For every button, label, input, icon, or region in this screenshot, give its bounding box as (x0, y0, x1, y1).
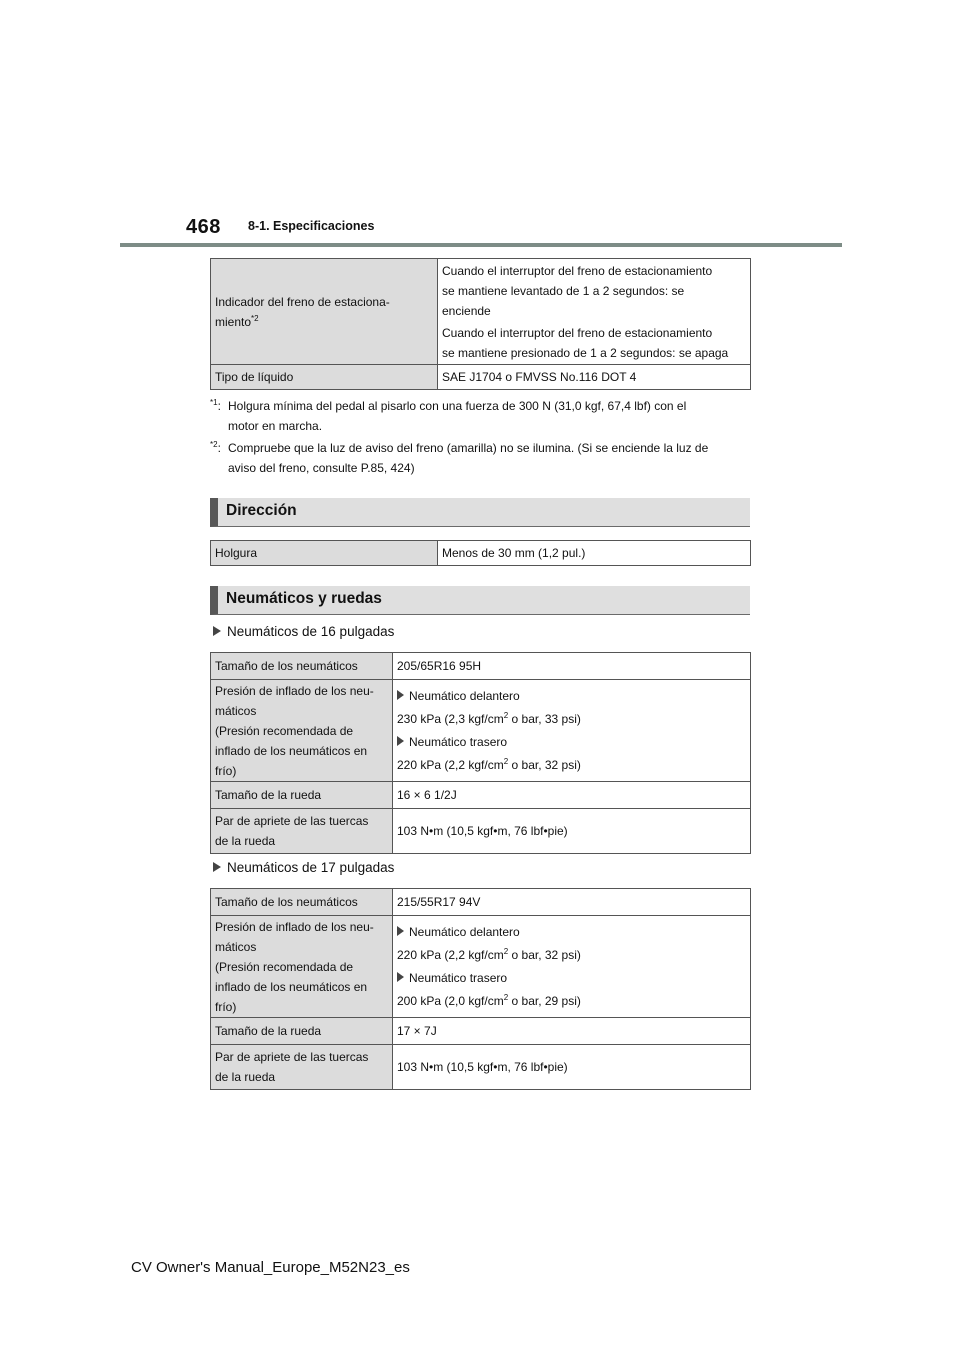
fluid-type-value: SAE J1704 o FMVSS No.116 DOT 4 (438, 365, 751, 390)
tire-size-label: Tamaño de los neumáticos (211, 653, 393, 680)
lug-nut-torque-value: 103 N•m (10,5 kgf•m, 76 lbf•pie) (393, 1045, 751, 1090)
tires-heading: Neumáticos y ruedas (210, 586, 750, 615)
free-play-label: Holgura (211, 541, 438, 566)
tire-pressure-label: Presión de inflado de los neu- máticos (Presión recomendada de inflado de los neumáticos en frío) (211, 916, 393, 1018)
tire-size-value: 205/65R16 95H (393, 653, 751, 680)
wheel-size-value: 17 × 7J (393, 1018, 751, 1045)
tires-17-table (210, 888, 751, 1090)
tires-17-subheading: Neumáticos de 17 pulgadas (213, 860, 394, 875)
tires-16-table (210, 652, 751, 854)
header-rule (120, 243, 842, 247)
table-row (211, 1018, 751, 1045)
triangle-bullet-icon (397, 972, 404, 982)
table-row (211, 1045, 751, 1090)
triangle-bullet-icon (397, 736, 404, 746)
table-row (211, 541, 751, 566)
triangle-bullet-icon (397, 690, 404, 700)
section-title: 8-1. Especificaciones (248, 219, 375, 233)
table-row (211, 782, 751, 809)
wheel-size-label: Tamaño de la rueda (211, 1018, 393, 1045)
brake-spec-table (210, 258, 751, 390)
footer-manual-id: CV Owner's Manual_Europe_M52N23_es (131, 1259, 410, 1276)
steering-spec-table (210, 540, 751, 566)
fluid-type-label: Tipo de líquido (211, 365, 438, 390)
tire-size-value: 215/55R17 94V (393, 889, 751, 916)
table-row (211, 259, 751, 365)
wheel-size-value: 16 × 6 1/2J (393, 782, 751, 809)
free-play-value: Menos de 30 mm (1,2 pul.) (438, 541, 751, 566)
footnote-1: $^{*1}$: Holgura mínima del pedal al pisarlo con una fuerza de 300 N (31,0 kgf, 67,4 lbf) con el motor en marcha. (210, 398, 687, 433)
steering-heading: Dirección (210, 498, 750, 527)
lug-nut-torque-label: Par de apriete de las tuercas de la rueda (211, 809, 393, 854)
footnote-2: $^{*2}$: Compruebe que la luz de aviso del freno (amarilla) no se ilumina. (Si se enciende la luz de aviso del freno, consulte P.85, 424) (210, 440, 709, 475)
wheel-size-label: Tamaño de la rueda (211, 782, 393, 809)
parking-brake-indicator-label: Indicador del freno de estaciona- miento$^{*2}$ (211, 259, 438, 365)
table-row (211, 365, 751, 390)
tire-size-label: Tamaño de los neumáticos (211, 889, 393, 916)
triangle-bullet-icon (213, 626, 221, 636)
tire-pressure-label: Presión de inflado de los neu- máticos (Presión recomendada de inflado de los neumáticos en frío) (211, 680, 393, 782)
tires-16-subheading: Neumáticos de 16 pulgadas (213, 624, 394, 639)
triangle-bullet-icon (397, 926, 404, 936)
tire-pressure-value: Neumático delantero 220 kPa (2,2 kgf/$cm^2$ o bar, 32 psi) Neumático trasero 200 kPa (2,0 kgf/$cm^2$ o bar, 29 psi) (393, 916, 751, 1018)
table-row (211, 680, 751, 782)
parking-brake-indicator-value: Cuando el interruptor del freno de estacionamiento se mantiene levantado de 1 a 2 segundos: se enciende Cuando el interruptor del freno de estacionamiento se mantiene presionado de 1 a 2 segundos: se apaga (438, 259, 751, 365)
tire-pressure-value: Neumático delantero 230 kPa (2,3 kgf/$cm^2$ o bar, 33 psi) Neumático trasero 220 kPa (2,2 kgf/$cm^2$ o bar, 32 psi) (393, 680, 751, 782)
triangle-bullet-icon (213, 862, 221, 872)
lug-nut-torque-label: Par de apriete de las tuercas de la rueda (211, 1045, 393, 1090)
table-row (211, 889, 751, 916)
table-row (211, 809, 751, 854)
table-row (211, 916, 751, 1018)
table-row (211, 653, 751, 680)
lug-nut-torque-value: 103 N•m (10,5 kgf•m, 76 lbf•pie) (393, 809, 751, 854)
page-number: 468 (186, 216, 221, 238)
